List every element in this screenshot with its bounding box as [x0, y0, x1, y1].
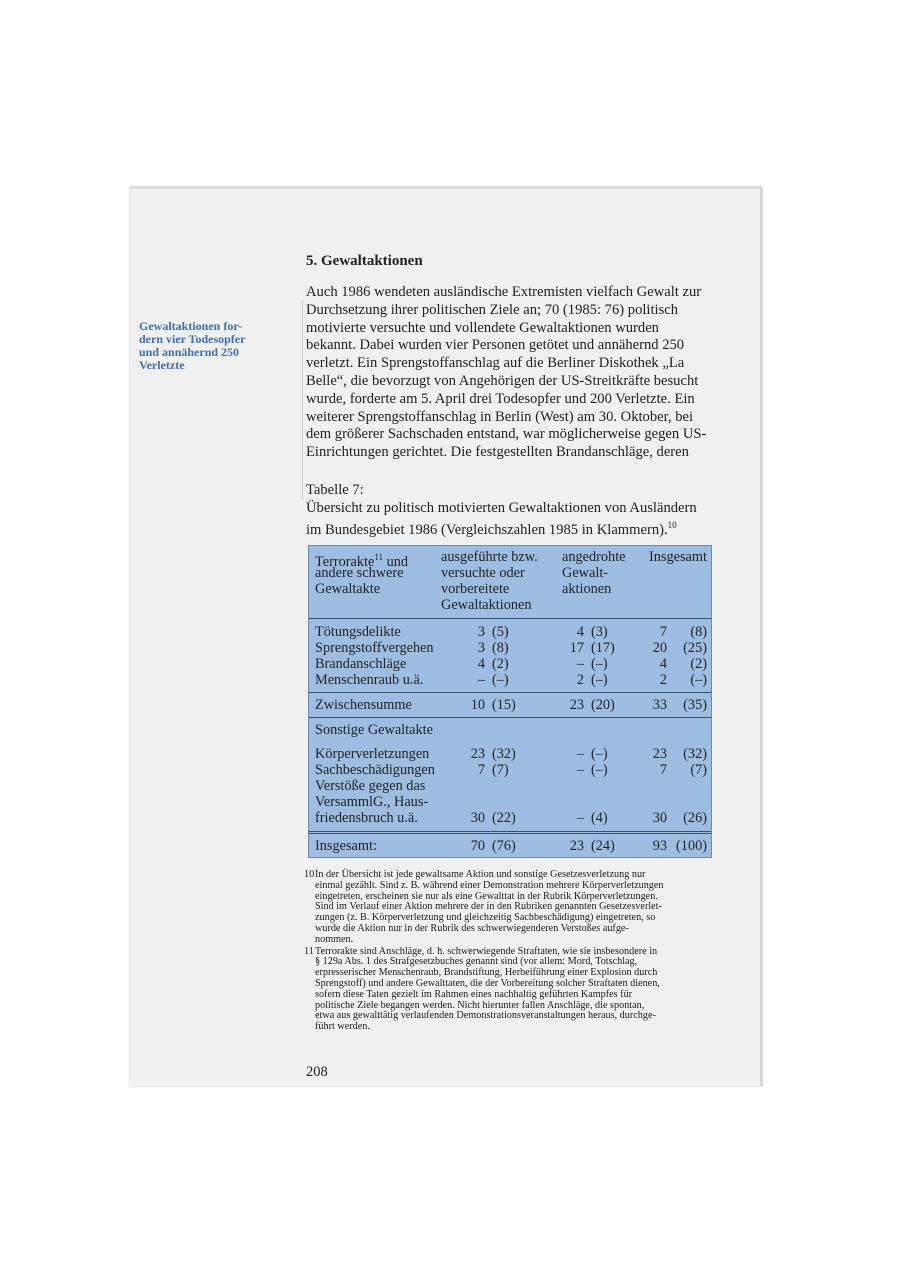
- cell-value: 93: [652, 838, 667, 854]
- cell-value: 2: [659, 672, 667, 688]
- header-col1-text: Terrorakte: [315, 553, 375, 570]
- cell-value: 30: [470, 810, 485, 826]
- table-caption: [306, 482, 726, 539]
- header-rule: [309, 618, 711, 619]
- footnotes: [304, 870, 719, 1034]
- footnote-ref: 11: [374, 552, 383, 562]
- cell-value: 3: [477, 624, 485, 640]
- row-label: Verstöße gegen das: [315, 778, 426, 794]
- header-col1-line: andere schwere: [315, 565, 404, 581]
- cell-prev: (–): [591, 746, 608, 762]
- margin-divider: [302, 300, 303, 500]
- total-rule: [309, 831, 711, 832]
- cell-value: 4: [659, 656, 667, 672]
- footnote-line: Sprengstoff) und andere Gewalttaten, die der Vorbereitung solcher Straftaten dienen,: [315, 977, 660, 989]
- footnote-ref: 10: [667, 520, 677, 530]
- section-paragraph: [306, 284, 714, 462]
- cell-value: 23: [470, 746, 485, 762]
- cell-prev: (7): [492, 762, 509, 778]
- margin-note-line: dern vier Todesopfer: [139, 332, 246, 346]
- cell-value: –: [576, 746, 584, 762]
- cell-prev: (22): [492, 810, 516, 826]
- cell-prev: (17): [591, 640, 615, 656]
- cell-value: –: [576, 656, 584, 672]
- paragraph-line: wurde, forderte am 5. April drei Todesopfer und 200 Verletzte. Ein: [306, 390, 695, 407]
- paragraph-line: Belle“, die bevorzugt von Angehörigen der US-Streitkräfte besucht: [306, 372, 699, 389]
- cell-prev: (32): [492, 746, 516, 762]
- cell-prev: (8): [690, 624, 707, 640]
- cell-value: 4: [477, 656, 485, 672]
- cell-value: 3: [477, 640, 485, 656]
- cell-value: 17: [569, 640, 584, 656]
- page-top-edge: [130, 186, 762, 189]
- footnote-line: erpresserischer Menschenraub, Brandstiftung, Herbeiführung einer Explosion durch: [315, 967, 658, 979]
- footnote-line: wurde die Aktion nur in der Rubrik des schwerwiegenderen Verstoßes aufge-: [315, 922, 629, 934]
- cell-value: 20: [652, 640, 667, 656]
- cell-prev: (–): [591, 656, 608, 672]
- cell-prev: (32): [683, 746, 707, 762]
- cell-prev: (20): [591, 697, 615, 713]
- footnote-line: nommen.: [315, 933, 354, 945]
- header-col2-line: versuchte oder: [441, 565, 525, 581]
- cell-value: 33: [652, 697, 667, 713]
- header-col2-line: ausgeführte bzw.: [441, 549, 538, 565]
- footnote-line: sofern diese Taten gezielt im Rahmen eines nachhaltig geführten Kampfes für: [315, 988, 633, 1000]
- footnote-line: zungen (z. B. Körperverletzung und gleichzeitig Sachbeschädigung) eingetreten, so: [315, 912, 656, 924]
- subtotal-rule: [309, 692, 711, 693]
- paragraph-line: Einrichtungen gerichtet. Die festgestellten Brandanschläge, deren: [306, 444, 689, 461]
- footnote-line: § 129a Abs. 1 des Strafgesetzbuches genannt sind (vor allem: Mord, Totschlag,: [315, 956, 638, 968]
- cell-prev: (24): [591, 838, 615, 854]
- row-label: Sachbeschädigungen: [315, 762, 435, 778]
- footnote-number: 10: [304, 869, 315, 880]
- cell-value: 23: [569, 697, 584, 713]
- caption-line-text: im Bundesgebiet 1986 (Vergleichszahlen 1985 in Klammern).: [306, 521, 668, 538]
- paragraph-line: dem größerer Sachschaden entstand, war möglicherweise gegen US-: [306, 426, 707, 443]
- header-col2-line: vorbereitete: [441, 581, 510, 597]
- caption-line: Übersicht zu politisch motivierten Gewaltaktionen von Ausländern: [306, 499, 697, 516]
- cell-prev: (4): [591, 810, 608, 826]
- cell-value: –: [477, 672, 485, 688]
- cell-value: 23: [652, 746, 667, 762]
- header-col1-line: Gewaltakte: [315, 581, 381, 597]
- margin-note: [139, 320, 287, 372]
- cell-value: –: [576, 762, 584, 778]
- section-rule: [309, 717, 711, 718]
- paragraph-line: weiterer Sprengstoffanschlag in Berlin (West) am 30. Oktober, bei: [306, 408, 694, 425]
- page-number: 208: [306, 1064, 328, 1080]
- cell-prev: (25): [683, 640, 707, 656]
- footnote-line: etwa aus gewalttätig verlaufenden Demonstrationsveranstaltungen heraus, durchge-: [315, 1010, 656, 1022]
- cell-prev: (2): [690, 656, 707, 672]
- cell-prev: (35): [683, 697, 707, 713]
- row-label: Zwischensumme: [315, 697, 412, 713]
- margin-note-line: und annähernd 250: [139, 345, 240, 359]
- cell-prev: (2): [492, 656, 509, 672]
- header-col4: Insgesamt: [649, 549, 707, 565]
- section-heading: 5. Gewaltaktionen: [306, 253, 423, 269]
- header-col1-text: und: [383, 553, 409, 570]
- cell-value: 4: [576, 624, 584, 640]
- footnote-line: Sind im Verlauf einer Aktion mehrere der in den Rubriken genannten Gesetzesverlet-: [315, 901, 662, 913]
- header-col2-line: Gewaltaktionen: [441, 597, 532, 613]
- cell-value: –: [576, 810, 584, 826]
- group-heading: Sonstige Gewaltakte: [315, 722, 433, 738]
- cell-value: 7: [659, 762, 667, 778]
- footnote-line: einmal gezählt. Sind z. B. während einer Demonstration mehrere Körperverletzungen: [315, 879, 664, 891]
- cell-value: 7: [477, 762, 485, 778]
- cell-value: 10: [470, 697, 485, 713]
- footnote-line: eingetreten, erscheinen sie nur als eine Gewalttat in der Rubrik Körperverletzungen.: [315, 890, 658, 902]
- footnote: [304, 947, 719, 1033]
- row-label: VersammlG., Haus-: [315, 794, 429, 810]
- cell-value: 30: [652, 810, 667, 826]
- footnote-line: politische Ziele begangen werden. Nicht hierunter fallen Anschläge, die spontan,: [315, 999, 645, 1011]
- paragraph-line: verletzt. Ein Sprengstoffanschlag auf die Berliner Diskothek „La: [306, 355, 685, 372]
- cell-prev: (26): [683, 810, 707, 826]
- page-right-edge: [760, 188, 763, 1086]
- cell-value: 70: [470, 838, 485, 854]
- paragraph-line: Auch 1986 wendeten ausländische Extremisten vielfach Gewalt zur: [306, 284, 702, 300]
- cell-prev: (–): [591, 672, 608, 688]
- header-col3-line: angedrohte: [562, 549, 626, 565]
- cell-prev: (7): [690, 762, 707, 778]
- cell-prev: (8): [492, 640, 509, 656]
- cell-value: 2: [576, 672, 584, 688]
- cell-prev: (–): [492, 672, 509, 688]
- cell-value: 7: [659, 624, 667, 640]
- cell-prev: (–): [591, 762, 608, 778]
- cell-value: 23: [569, 838, 584, 854]
- row-label: Menschenraub u.ä.: [315, 672, 424, 688]
- cell-prev: (5): [492, 624, 509, 640]
- cell-prev: (100): [676, 838, 707, 854]
- header-col3-line: aktionen: [562, 581, 612, 597]
- footnote-line: In der Übersicht ist jede gewaltsame Aktion und sonstige Gesetzesverletzung nur: [315, 869, 646, 880]
- statistics-table: [308, 545, 712, 858]
- row-label: Brandanschläge: [315, 656, 407, 672]
- table-label: Tabelle 7:: [306, 482, 364, 498]
- cell-prev: (15): [492, 697, 516, 713]
- margin-note-line: Gewaltaktionen for-: [139, 319, 243, 333]
- paragraph-line: motivierte versuchte und vollendete Gewaltaktionen wurden: [306, 319, 659, 336]
- paragraph-line: Durchsetzung ihrer politischen Ziele an; 70 (1985: 76) politisch: [306, 301, 679, 318]
- header-col3-line: Gewalt-: [562, 565, 609, 581]
- row-label: Insgesamt:: [315, 838, 377, 854]
- cell-prev: (76): [492, 838, 516, 854]
- footnote-line: führt werden.: [315, 1021, 370, 1033]
- cell-prev: (3): [591, 624, 608, 640]
- row-label: friedensbruch u.ä.: [315, 810, 418, 826]
- row-label: Sprengstoffvergehen: [315, 640, 434, 656]
- margin-note-line: Verletzte: [139, 358, 185, 372]
- total-rule: [309, 833, 711, 834]
- row-label: Tötungsdelikte: [315, 624, 401, 640]
- cell-prev: (–): [690, 672, 707, 688]
- row-label: Körperverletzungen: [315, 746, 430, 762]
- footnote-line: Terrorakte sind Anschläge, d. h. schwerwiegende Straftaten, wie sie insbesondere in: [315, 945, 658, 957]
- footnote: [304, 870, 719, 946]
- paragraph-line: bekannt. Dabei wurden vier Personen getötet und annähernd 250: [306, 337, 685, 354]
- caption-line: [306, 517, 726, 539]
- footnote-number: 11: [304, 945, 314, 957]
